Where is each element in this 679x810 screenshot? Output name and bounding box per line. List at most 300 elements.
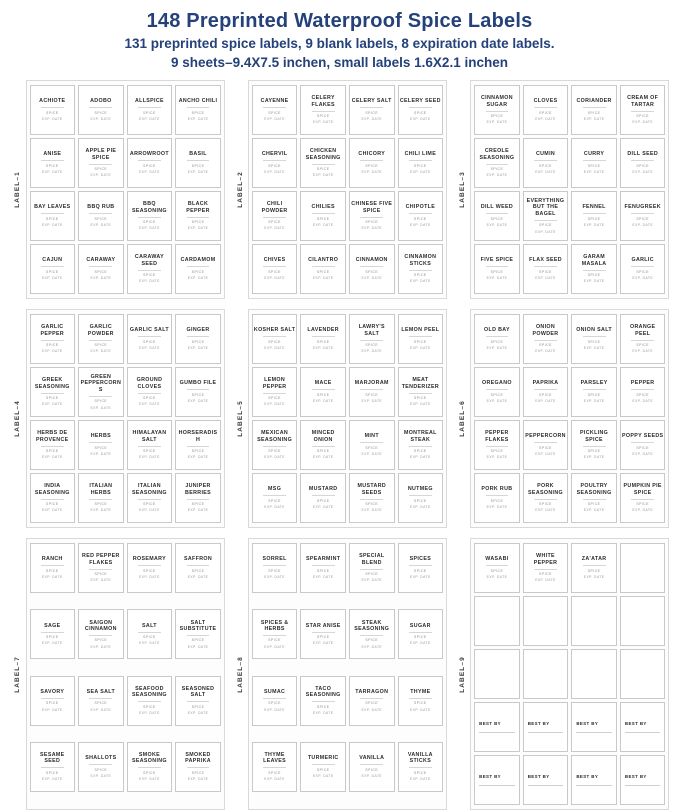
spice-label	[523, 244, 569, 294]
spice-name: PEPPER	[630, 380, 655, 387]
spice-name: GARLIC SALT	[129, 327, 169, 334]
spice-label	[30, 191, 76, 241]
expiry-text: EXP. DATE	[187, 710, 209, 715]
label-sheet	[454, 309, 669, 528]
write-in-rule	[479, 785, 515, 786]
expiry-text: EXP. DATE	[312, 120, 334, 125]
spice-label	[349, 85, 395, 135]
expiry-text: EXP. DATE	[187, 117, 209, 122]
expiry-text: EXP. DATE	[90, 452, 112, 457]
expiry-text: EXP. DATE	[361, 578, 383, 583]
category-text: SPICE	[191, 392, 205, 397]
sheet-body	[26, 309, 225, 528]
category-text: SPICE	[45, 770, 59, 775]
sheet-body	[26, 80, 225, 299]
divider	[583, 213, 606, 214]
spice-name: CINNAMON STICKS	[404, 254, 437, 267]
expiry-text: EXP. DATE	[41, 170, 63, 175]
expiry-text: EXP. DATE	[410, 170, 431, 175]
category-text: SPICE	[143, 704, 156, 709]
category-text: SPICE	[365, 502, 379, 507]
spice-label	[300, 609, 346, 659]
expiry-text: EXP. DATE	[90, 773, 112, 778]
spice-label	[398, 543, 444, 593]
spice-label	[175, 367, 221, 417]
category-text: SPICE	[636, 163, 650, 168]
spice-label	[571, 138, 617, 188]
category-text: SPICE	[143, 163, 156, 168]
spice-name: KOSHER SALT	[253, 327, 296, 334]
spice-label	[523, 367, 569, 417]
spice-name: SESAME SEED	[40, 752, 65, 765]
expiry-text: EXP. DATE	[139, 279, 160, 284]
expiry-text: EXP. DATE	[486, 120, 508, 125]
spice-label	[252, 138, 298, 188]
divider	[409, 565, 432, 566]
spice-name: STAR ANISE	[305, 622, 341, 629]
spice-label	[474, 244, 520, 294]
expiry-text: EXP. DATE	[264, 505, 285, 510]
divider	[138, 632, 161, 633]
spice-label	[620, 244, 666, 294]
category-text: SPICE	[94, 502, 108, 507]
divider	[409, 632, 432, 633]
spice-name: CHIVES	[263, 257, 286, 264]
spice-label	[252, 609, 298, 659]
divider	[312, 495, 335, 496]
divider	[583, 446, 606, 447]
divider	[89, 396, 112, 397]
expiry-text: EXP. DATE	[264, 276, 285, 281]
spice-label	[474, 367, 520, 417]
expiration-date-label	[571, 702, 617, 752]
expiry-text: EXP. DATE	[187, 575, 209, 580]
spice-name: PORK RUB	[481, 486, 513, 493]
expiry-text: EXP. DATE	[90, 405, 112, 410]
divider	[312, 701, 335, 702]
expiry-text: EXP. DATE	[41, 223, 63, 228]
divider	[312, 213, 335, 214]
spice-name: LEMON PEPPER	[262, 377, 287, 390]
category-text: SPICE	[268, 339, 281, 344]
expiry-text: EXP. DATE	[535, 508, 556, 513]
category-text: SPICE	[636, 343, 650, 348]
category-text: SPICE	[587, 110, 601, 115]
spice-label	[523, 543, 569, 593]
divider	[89, 635, 112, 636]
spice-name: CHILI LIME	[404, 151, 437, 158]
spice-name: SPEARMINT	[306, 556, 341, 563]
sheet-body	[470, 538, 669, 810]
category-text: SPICE	[94, 572, 108, 577]
spice-label	[252, 676, 298, 726]
spice-name: ADOBO	[90, 98, 112, 105]
expiry-text: EXP. DATE	[90, 349, 112, 354]
write-in-rule	[528, 785, 564, 786]
spice-label	[78, 138, 124, 188]
divider	[187, 499, 210, 500]
divider	[41, 107, 64, 108]
spice-name: SUMAC	[264, 688, 286, 695]
divider	[187, 160, 210, 161]
divider	[89, 442, 112, 443]
sheet-tab-label: LABEL–3	[458, 171, 466, 208]
divider	[409, 336, 432, 337]
spice-name: PEPPERCORN	[525, 433, 566, 440]
spice-label	[620, 367, 666, 417]
spice-label	[127, 543, 173, 593]
spice-label	[127, 420, 173, 470]
category-text: SPICE	[414, 339, 427, 344]
expiry-text: EXP. DATE	[410, 575, 431, 580]
spice-name: SAFFRON	[184, 556, 213, 563]
category-text: SPICE	[268, 163, 281, 168]
divider	[138, 701, 161, 702]
expiry-text: EXP. DATE	[41, 707, 63, 712]
expiry-text: EXP. DATE	[312, 641, 334, 646]
divider	[187, 767, 210, 768]
expiry-text: EXP. DATE	[410, 279, 431, 284]
category-text: SPICE	[94, 269, 108, 274]
category-text: SPICE	[316, 498, 330, 503]
divider	[360, 442, 383, 443]
expiry-text: EXP. DATE	[361, 349, 383, 354]
divider	[312, 565, 335, 566]
spice-label	[127, 191, 173, 241]
category-text: SPICE	[316, 269, 330, 274]
spice-label	[571, 314, 617, 364]
spice-name: STEAK SEASONING	[354, 619, 390, 632]
sheet-body	[248, 80, 447, 299]
expiry-text: EXP. DATE	[41, 575, 63, 580]
expiry-text: EXP. DATE	[139, 170, 160, 175]
category-text: SPICE	[94, 167, 108, 172]
divider	[360, 389, 383, 390]
spice-label	[571, 244, 617, 294]
expiry-text: EXP. DATE	[410, 223, 431, 228]
blank-label	[523, 596, 569, 646]
spice-name: PUMPKIN PIE SPICE	[623, 483, 662, 496]
expiry-text: EXP. DATE	[410, 117, 431, 122]
spice-label	[78, 314, 124, 364]
spice-label	[175, 138, 221, 188]
spice-name: CLOVES	[533, 98, 558, 105]
spice-name: CHICORY	[358, 151, 386, 158]
expiry-text: EXP. DATE	[486, 399, 508, 404]
blank-label	[571, 649, 617, 699]
spice-label	[30, 420, 76, 470]
spice-label	[474, 543, 520, 593]
expiry-text: EXP. DATE	[535, 170, 556, 175]
category-text: SPICE	[191, 163, 205, 168]
spice-name: RANCH	[41, 556, 63, 563]
spice-name: SPECIAL BLEND	[359, 553, 385, 566]
blank-label	[474, 649, 520, 699]
expiry-text: EXP. DATE	[187, 455, 209, 460]
expiry-text: EXP. DATE	[410, 505, 431, 510]
spice-label	[523, 314, 569, 364]
category-text: SPICE	[539, 269, 552, 274]
divider	[360, 217, 383, 218]
spice-name: WHITE PEPPER	[533, 553, 558, 566]
category-text: SPICE	[268, 498, 281, 503]
category-text: SPICE	[268, 568, 281, 573]
spice-name: DILL SEED	[627, 151, 659, 158]
expiry-text: EXP. DATE	[410, 346, 431, 351]
spice-name: POULTRY SEASONING	[576, 483, 612, 496]
spice-name: SMOKE SEASONING	[131, 752, 167, 765]
category-text: SPICE	[143, 273, 156, 278]
spice-label	[398, 609, 444, 659]
spice-name: CREAM OF TARTAR	[627, 95, 659, 108]
divider	[360, 160, 383, 161]
divider	[89, 764, 112, 765]
expiry-text: EXP. DATE	[583, 508, 605, 513]
spice-label	[620, 420, 666, 470]
page-title: 148 Preprinted Waterproof Spice Labels	[146, 10, 533, 32]
spice-label	[127, 138, 173, 188]
spice-label	[398, 191, 444, 241]
divider	[409, 767, 432, 768]
spice-label	[349, 543, 395, 593]
category-text: SPICE	[268, 638, 281, 643]
divider	[187, 217, 210, 218]
sheet-tab-label: LABEL–8	[236, 655, 244, 693]
category-text: SPICE	[143, 635, 156, 640]
category-text: SPICE	[191, 568, 205, 573]
spice-name: SPICES & HERBS	[260, 619, 289, 632]
sheet-tab-label: LABEL–4	[14, 400, 22, 437]
category-text: SPICE	[587, 502, 601, 507]
spice-name: CHERVIL	[261, 151, 288, 158]
spice-name: HERBS DE PROVENCE	[36, 430, 69, 443]
sheet-body	[248, 309, 447, 528]
category-text: SPICE	[316, 704, 330, 709]
divider	[534, 442, 557, 443]
expiry-text: EXP. DATE	[361, 226, 383, 231]
divider	[138, 767, 161, 768]
divider	[138, 499, 161, 500]
spice-label	[398, 138, 444, 188]
expiry-text: EXP. DATE	[632, 508, 653, 513]
category-text: SPICE	[94, 110, 108, 115]
divider	[631, 340, 654, 341]
divider	[583, 336, 606, 337]
spice-label	[398, 367, 444, 417]
spice-name: MEAT TENDERIZER	[401, 377, 440, 390]
expiry-text: EXP. DATE	[139, 402, 160, 407]
divider	[138, 565, 161, 566]
expiry-text: EXP. DATE	[410, 707, 431, 712]
spice-label	[175, 676, 221, 726]
spice-name: ANCHO CHILI	[178, 98, 218, 105]
spice-name: GARLIC	[631, 257, 654, 264]
category-text: SPICE	[414, 449, 427, 454]
category-text: SPICE	[45, 269, 59, 274]
expiry-text: EXP. DATE	[632, 223, 653, 228]
divider	[360, 635, 383, 636]
spice-label	[300, 676, 346, 726]
spice-label	[620, 138, 666, 188]
spice-name: LAWRY'S SALT	[358, 324, 385, 337]
expiry-text: EXP. DATE	[583, 346, 605, 351]
expiry-text: EXP. DATE	[361, 276, 383, 281]
spice-label	[571, 473, 617, 523]
spice-label	[30, 609, 76, 659]
expiry-text: EXP. DATE	[41, 455, 63, 460]
category-text: SPICE	[191, 502, 205, 507]
divider	[138, 160, 161, 161]
spice-label	[349, 420, 395, 470]
spice-label	[30, 543, 76, 593]
spice-name: ITALIAN HERBS	[89, 483, 113, 496]
best-by-text: BEST BY	[479, 773, 501, 779]
spice-name: OLD BAY	[484, 327, 510, 334]
divider	[409, 160, 432, 161]
best-by-text: BEST BY	[576, 773, 599, 779]
spice-name: CORIANDER	[576, 98, 612, 105]
spice-name: SORREL	[262, 556, 287, 563]
spice-name: OREGANO	[482, 380, 512, 387]
spice-label	[78, 367, 124, 417]
category-text: SPICE	[587, 339, 601, 344]
spice-label	[78, 244, 124, 294]
expiration-date-label	[620, 702, 666, 752]
spice-label	[349, 244, 395, 294]
spice-name: VANILLA	[359, 755, 385, 762]
spice-label	[474, 85, 520, 135]
divider	[187, 336, 210, 337]
spice-name: CHICKEN SEASONING	[305, 148, 341, 161]
expiry-text: EXP. DATE	[139, 777, 160, 782]
divider	[187, 701, 210, 702]
expiry-text: EXP. DATE	[187, 226, 209, 231]
divider	[89, 107, 112, 108]
sheet-tab	[10, 80, 26, 299]
spice-label	[523, 420, 569, 470]
spice-label	[30, 314, 76, 364]
spice-label	[127, 244, 173, 294]
spice-name: MUSTARD SEEDS	[357, 483, 387, 496]
spice-name: FENUGREEK	[624, 204, 661, 211]
category-text: SPICE	[587, 449, 601, 454]
divider	[89, 569, 112, 570]
spice-name: GUMBO FILE	[179, 380, 217, 387]
divider	[360, 340, 383, 341]
expiration-date-label	[571, 755, 617, 805]
divider	[41, 160, 64, 161]
spice-label	[127, 676, 173, 726]
category-text: SPICE	[414, 635, 427, 640]
expiry-text: EXP. DATE	[535, 117, 556, 122]
category-text: SPICE	[365, 163, 379, 168]
spice-label	[78, 420, 124, 470]
spice-label	[398, 420, 444, 470]
spice-name: GARLIC PEPPER	[40, 324, 65, 337]
expiry-text: EXP. DATE	[41, 402, 63, 407]
spice-name: ARROWROOT	[129, 151, 169, 158]
sheet-body	[26, 538, 225, 810]
expiry-text: EXP. DATE	[361, 773, 383, 778]
spice-name: PEPPER FLAKES	[485, 430, 509, 443]
category-text: SPICE	[636, 269, 650, 274]
expiry-text: EXP. DATE	[361, 707, 383, 712]
spice-label	[300, 473, 346, 523]
category-text: SPICE	[365, 343, 379, 348]
category-text: SPICE	[636, 392, 650, 397]
spice-name: EVERYTHING BUT THE BAGEL	[526, 198, 565, 217]
spice-name: THYME LEAVES	[263, 752, 287, 765]
spice-name: FLAX SEED	[529, 257, 562, 264]
divider	[360, 107, 383, 108]
spice-label	[300, 314, 346, 364]
sheet-tab-label: LABEL–1	[14, 171, 22, 208]
divider	[41, 446, 64, 447]
sheet-tab-label: LABEL–5	[236, 400, 244, 437]
spice-name: CUMIN	[535, 151, 556, 158]
spice-label	[620, 191, 666, 241]
category-text: SPICE	[143, 502, 156, 507]
expiry-text: EXP. DATE	[139, 117, 160, 122]
divider	[486, 336, 509, 337]
divider	[486, 111, 509, 112]
blank-label	[620, 596, 666, 646]
spice-label	[175, 244, 221, 294]
spice-label	[78, 473, 124, 523]
spice-name: MUSTARD	[308, 486, 338, 493]
category-text: SPICE	[45, 216, 59, 221]
expiry-text: EXP. DATE	[264, 707, 285, 712]
spice-label	[127, 314, 173, 364]
expiry-text: EXP. DATE	[139, 226, 160, 231]
expiration-date-label	[523, 755, 569, 805]
expiration-date-label	[523, 702, 569, 752]
divider	[312, 164, 335, 165]
divider	[138, 270, 161, 271]
spice-name: SPICES	[409, 556, 432, 563]
divider	[312, 389, 335, 390]
spice-name: SUGAR	[409, 622, 431, 629]
blank-label	[620, 543, 666, 593]
header	[0, 0, 679, 72]
divider	[583, 389, 606, 390]
expiry-text: EXP. DATE	[410, 777, 431, 782]
category-text: SPICE	[94, 445, 108, 450]
divider	[312, 764, 335, 765]
category-text: SPICE	[539, 223, 552, 228]
spice-label	[523, 191, 569, 241]
category-text: SPICE	[414, 498, 427, 503]
sheet-tab	[232, 309, 248, 528]
category-text: SPICE	[45, 343, 59, 348]
spice-name: SALT	[142, 622, 157, 629]
expiry-text: EXP. DATE	[41, 508, 63, 513]
category-text: SPICE	[587, 163, 601, 168]
divider	[631, 160, 654, 161]
spice-name: GREEK SEASONING	[34, 377, 70, 390]
spice-label	[127, 473, 173, 523]
expiry-text: EXP. DATE	[535, 349, 556, 354]
write-in-rule	[528, 732, 564, 733]
divider	[486, 495, 509, 496]
divider	[631, 442, 654, 443]
divider	[409, 698, 432, 699]
category-text: SPICE	[316, 568, 330, 573]
expiry-text: EXP. DATE	[312, 276, 334, 281]
spice-name: CURRY	[583, 151, 605, 158]
spice-label	[175, 420, 221, 470]
spice-name: CINNAMON	[355, 257, 388, 264]
